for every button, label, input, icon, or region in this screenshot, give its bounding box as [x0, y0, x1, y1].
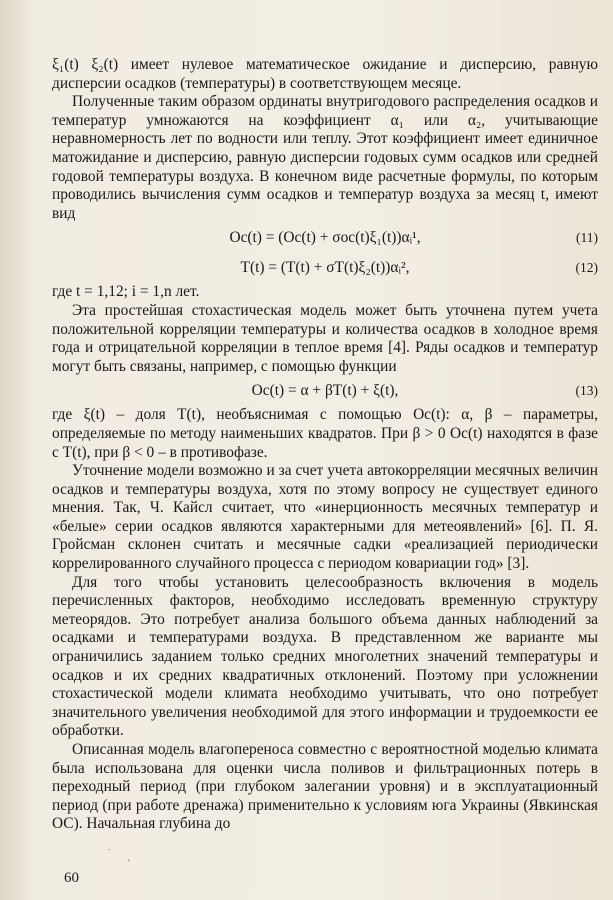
body-text	[52, 56, 598, 834]
equation-13	[52, 376, 598, 406]
page-number: 60	[64, 870, 79, 886]
scan-speck: '	[128, 858, 130, 868]
paragraph-1: ξ₁(t) ξ₂(t) имеет нулевое математическое ожидание и дисперсию, равную дисперсии осадков (температуры) в соответствующем месяце.	[52, 56, 598, 92]
paragraph-4: Эта простейшая стохастическая модель может быть уточнена путем учета положительной корреляции температуры и количества осадков в холодное время года и отрицательной корреляции в теплое время [4]. Ряды осадков и температур могут быть связаны, например, с помощью функции	[52, 301, 598, 375]
paragraph-5: где ξ(t) – доля T(t), необъяснимая с помощью Oc(t): α, β – параметры, определяемые по методу наименьших квадратов. При β > 0 Oc(t) находятся в фазе с T(t), при β < 0 – в противофазе.	[52, 406, 598, 461]
paragraph-8: Описанная модель влагопереноса совместно с вероятностной моделью климата была использована для оценки числа поливов и фильтрационных потерь в переходный период (при глубоком залегании уровня) и в эксплуатационный период (при работе дренажа) применительно к условиям юга Украины (Явкинская ОС). Начальная глубина до	[52, 741, 598, 833]
paragraph-6: Уточнение модели возможно и за счет учета автокорреляции месячных величин осадков и температуры воздуха, хотя по этому вопросу не существует единого мнения. Так, Ч. Кайсл считает, что «инерционность месячных температур и «белые» серии осадков являются характерными для метеоявлений» [6]. П. Я. Гройсман склонен считать и месячные садки «реализацией периодически коррелированного случайного процесса с периодом ковариации год» [3].	[52, 462, 598, 573]
equation-13-number: (13)	[575, 383, 598, 399]
equation-11-number: (11)	[576, 230, 598, 246]
equation-12-formula: T(t) = (T(t) + σT(t)ξ₂(t))αᵢ²,	[240, 259, 410, 277]
paragraph-3: где t = 1,12; i = 1,n лет.	[52, 283, 200, 301]
paragraph-7: Для того чтобы установить целесообразность включения в модель перечисленных факторов, необходимо исследовать временную структуру метеорядов. Это потребует анализа большого объема данных наблюдений за осадками и температурами воздуха. В представленном же варианте мы ограничились заданием только средних многолетних значений температуры и осадков и их средних квадратичных отклонений. Поэтому при усложнении стохастической модели климата необходимо учитывать, что оно потребует значительного увеличения необходимой для этого информации и трудоемкости ее обработки.	[52, 573, 598, 740]
equation-11-formula: Oc(t) = (Oc(t) + σoc(t)ξ₁(t))αᵢ¹,	[229, 229, 421, 247]
equation-11	[52, 223, 598, 253]
paragraph-2: Полученные таким образом ординаты внутригодового распределения осадков и температур умножаются на коэффициент α₁ или α₂, учитывающие неравномерность лет по водности или теплу. Этот коэффициент имеет единичное матожидание и дисперсию, равную дисперсии годовых сумм осадков или средней годовой температуры воздуха. В конечном виде расчетные формулы, по которым проводились вычисления сумм осадков и температур воздуха за месяц t, имеют вид	[52, 93, 598, 222]
equation-12	[52, 253, 598, 283]
equation-12-number: (12)	[575, 260, 598, 276]
scan-speck: .	[108, 842, 111, 852]
equation-13-formula: Oc(t) = α + βT(t) + ξ(t),	[251, 382, 399, 400]
